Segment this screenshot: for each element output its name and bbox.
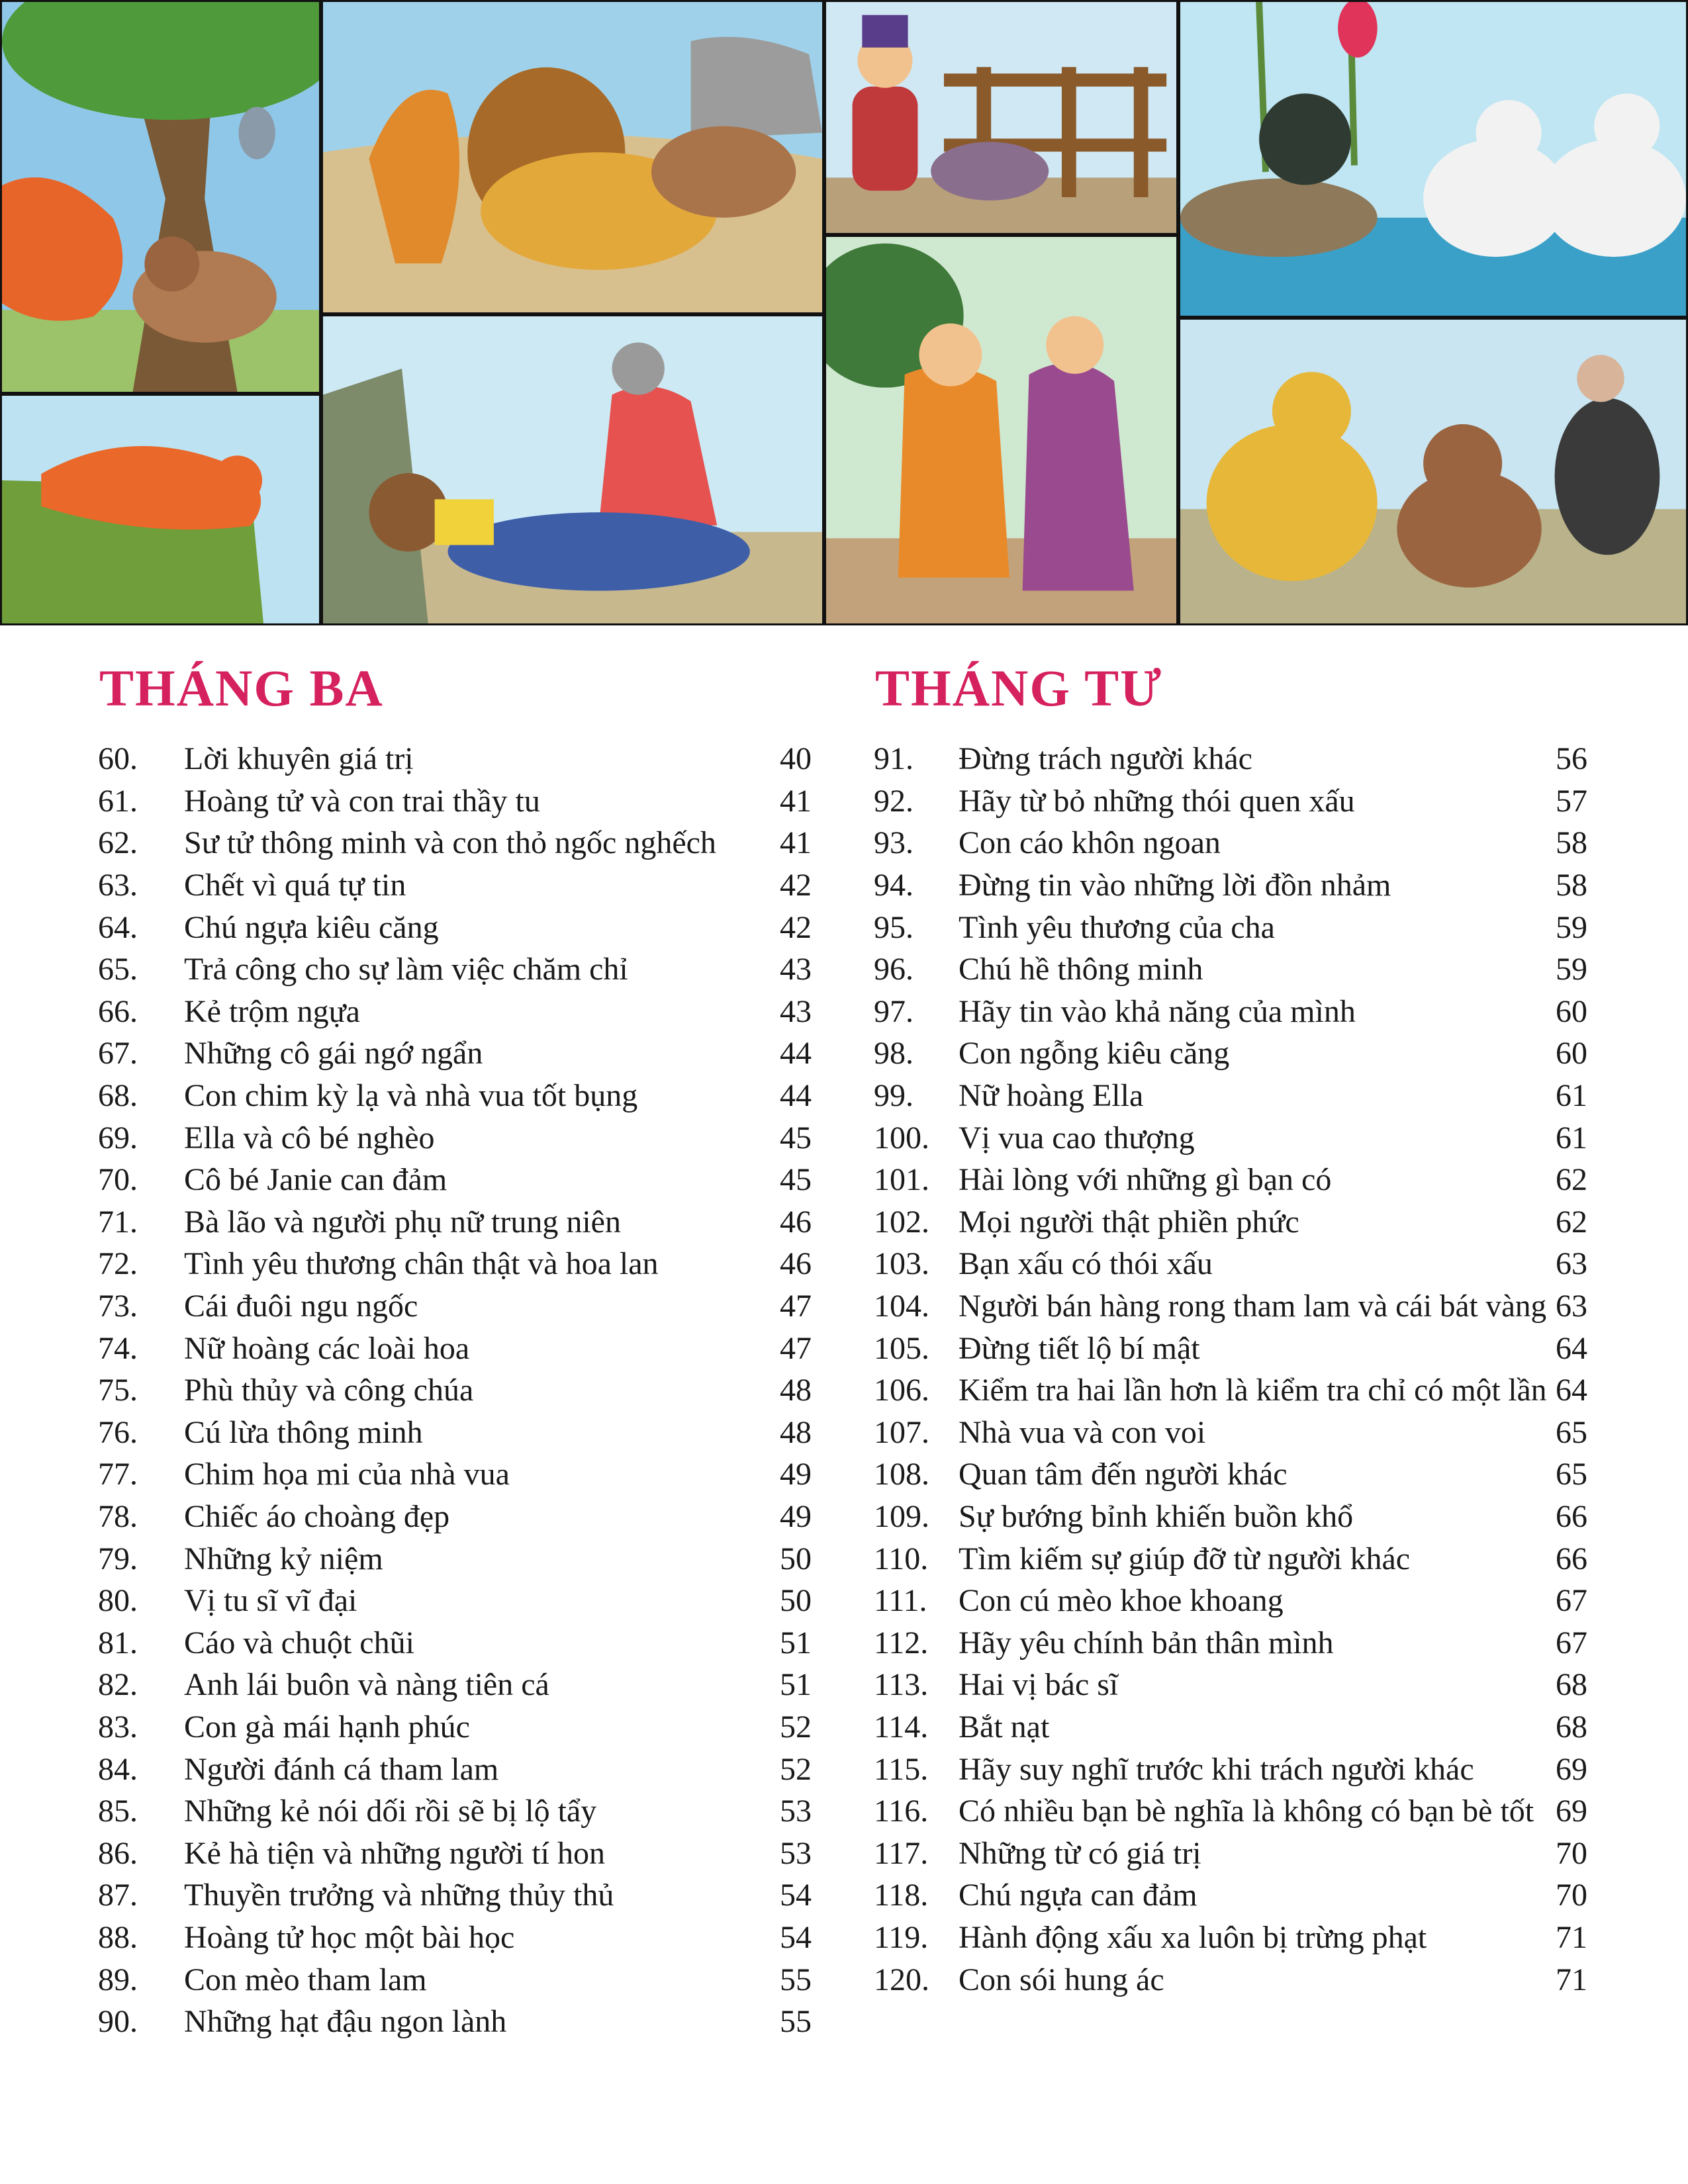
section-heading-march: THÁNG BA xyxy=(99,659,384,717)
entry-title: Những hạt đậu ngon lành xyxy=(184,2004,507,2040)
entry-title: Con cáo khôn ngoan xyxy=(959,825,1221,861)
entry-number: 113. xyxy=(874,1667,929,1703)
entry-number: 87. xyxy=(98,1878,138,1913)
entry-page-number: 44 xyxy=(780,1078,812,1114)
entry-title: Ella và cô bé nghèo xyxy=(184,1120,435,1156)
entry-number: 88. xyxy=(98,1919,138,1955)
entry-title: Tình yêu thương của cha xyxy=(959,909,1275,945)
toc-entry xyxy=(98,738,812,780)
entry-page-number: 62 xyxy=(1556,1162,1587,1198)
entry-number: 112. xyxy=(874,1625,929,1661)
toc-entry xyxy=(874,1369,1587,1412)
entry-number: 80. xyxy=(98,1583,138,1619)
entry-page-number: 68 xyxy=(1556,1709,1587,1745)
entry-title: Đừng trách người khác xyxy=(959,741,1252,777)
entry-title: Con gà mái hạnh phúc xyxy=(184,1709,470,1745)
entry-page-number: 71 xyxy=(1556,1962,1587,1997)
entry-number: 76. xyxy=(98,1414,138,1450)
entry-page-number: 46 xyxy=(780,1204,812,1240)
entry-title: Những cô gái ngớ ngẩn xyxy=(184,1036,483,1071)
entry-number: 61. xyxy=(98,783,138,819)
entry-title: Đừng tiết lộ bí mật xyxy=(959,1330,1200,1366)
toc-entry xyxy=(98,1159,812,1201)
entry-title: Sự bướng bỉnh khiến buồn khổ xyxy=(959,1498,1354,1534)
toc-entry xyxy=(98,822,812,864)
entry-number: 64. xyxy=(98,909,138,945)
entry-page-number: 64 xyxy=(1556,1330,1587,1366)
entry-page-number: 43 xyxy=(780,993,812,1029)
entry-page-number: 62 xyxy=(1556,1204,1587,1240)
entry-number: 100. xyxy=(874,1120,929,1156)
entry-page-number: 56 xyxy=(1556,741,1587,777)
entry-number: 102. xyxy=(874,1204,929,1240)
entry-number: 104. xyxy=(874,1289,929,1324)
entry-page-number: 69 xyxy=(1556,1794,1587,1829)
entry-title: Vị tu sĩ vĩ đại xyxy=(184,1583,357,1619)
entry-title: Những từ có giá trị xyxy=(959,1835,1201,1871)
toc-march xyxy=(98,738,812,2042)
entry-page-number: 52 xyxy=(780,1751,812,1787)
entry-number: 106. xyxy=(874,1373,929,1408)
toc-entry xyxy=(98,1874,812,1917)
entry-page-number: 47 xyxy=(780,1289,812,1324)
entry-number: 69. xyxy=(98,1120,138,1156)
entry-number: 114. xyxy=(874,1709,929,1745)
toc-entry xyxy=(98,1790,812,1833)
toc-entry xyxy=(98,1537,812,1580)
entry-number: 98. xyxy=(874,1036,914,1071)
entry-title: Tình yêu thương chân thật và hoa lan xyxy=(184,1246,659,1282)
entry-page-number: 51 xyxy=(780,1625,812,1661)
entry-title: Mọi người thật phiền phức xyxy=(959,1204,1299,1240)
entry-title: Hoàng tử và con trai thầy tu xyxy=(184,783,540,819)
entry-title: Những kẻ nói dối rồi sẽ bị lộ tẩy xyxy=(184,1794,597,1829)
entry-title: Tìm kiếm sự giúp đỡ từ người khác xyxy=(959,1541,1411,1576)
entry-number: 60. xyxy=(98,741,138,777)
entry-number: 86. xyxy=(98,1835,138,1871)
toc-entry xyxy=(98,2001,812,2043)
entry-title: Bạn xấu có thói xấu xyxy=(959,1246,1213,1282)
toc-entry xyxy=(98,948,812,991)
toc-entry xyxy=(98,1285,812,1328)
entry-number: 103. xyxy=(874,1246,929,1282)
entry-title: Hai vị bác sĩ xyxy=(959,1667,1119,1703)
entry-number: 78. xyxy=(98,1498,138,1534)
entry-page-number: 49 xyxy=(780,1498,812,1534)
toc-entry xyxy=(98,1621,812,1664)
toc-entry xyxy=(874,1496,1587,1538)
toc-entry xyxy=(98,864,812,907)
entry-title: Chết vì quá tự tin xyxy=(184,868,406,903)
entry-number: 108. xyxy=(874,1457,929,1492)
entry-number: 109. xyxy=(874,1498,929,1534)
toc-entry xyxy=(874,1412,1587,1454)
entry-page-number: 54 xyxy=(780,1919,812,1955)
entry-number: 95. xyxy=(874,909,914,945)
entry-title: Những kỷ niệm xyxy=(184,1541,383,1576)
entry-title: Con cú mèo khoe khoang xyxy=(959,1583,1284,1619)
entry-number: 93. xyxy=(874,825,914,861)
illustration-goat-and-bear xyxy=(321,314,824,625)
toc-entry xyxy=(98,1243,812,1285)
entry-page-number: 59 xyxy=(1556,952,1587,987)
entry-number: 77. xyxy=(98,1457,138,1492)
toc-entry xyxy=(874,906,1587,948)
entry-page-number: 58 xyxy=(1556,825,1587,861)
entry-title: Chú ngựa kiêu căng xyxy=(184,909,439,945)
entry-number: 116. xyxy=(874,1794,929,1829)
entry-number: 97. xyxy=(874,993,914,1029)
entry-number: 63. xyxy=(98,868,138,903)
section-heading-april: THÁNG TƯ xyxy=(875,659,1163,717)
entry-title: Hoàng tử học một bài học xyxy=(184,1919,515,1955)
entry-page-number: 41 xyxy=(780,783,812,819)
entry-title: Hãy yêu chính bản thân mình xyxy=(959,1625,1334,1661)
toc-entry xyxy=(874,1285,1587,1328)
entry-page-number: 65 xyxy=(1556,1414,1587,1450)
entry-number: 81. xyxy=(98,1625,138,1661)
entry-page-number: 46 xyxy=(780,1246,812,1282)
entry-page-number: 48 xyxy=(780,1414,812,1450)
entry-title: Vị vua cao thượng xyxy=(959,1120,1195,1156)
toc-entry xyxy=(874,1580,1587,1622)
entry-number: 120. xyxy=(874,1962,929,1997)
toc-entry xyxy=(98,1917,812,1959)
entry-title: Thuyền trưởng và những thủy thủ xyxy=(184,1878,614,1913)
entry-number: 75. xyxy=(98,1373,138,1408)
entry-page-number: 53 xyxy=(780,1794,812,1829)
entry-title: Cáo và chuột chũi xyxy=(184,1625,414,1661)
toc-entry xyxy=(98,1496,812,1538)
entry-page-number: 69 xyxy=(1556,1751,1587,1787)
toc-entry xyxy=(874,1075,1587,1117)
entry-number: 117. xyxy=(874,1835,929,1871)
entry-title: Bắt nạt xyxy=(959,1709,1050,1745)
entry-title: Phù thủy và công chúa xyxy=(184,1373,474,1408)
entry-page-number: 71 xyxy=(1556,1919,1587,1955)
entry-page-number: 50 xyxy=(780,1583,812,1619)
entry-page-number: 53 xyxy=(780,1835,812,1871)
illustration-ducks-on-pond xyxy=(1178,0,1688,318)
toc-entry xyxy=(98,1664,812,1706)
toc-entry xyxy=(874,864,1587,907)
entry-title: Trả công cho sự làm việc chăm chỉ xyxy=(184,952,628,987)
entry-number: 67. xyxy=(98,1036,138,1071)
entry-title: Con mèo tham lam xyxy=(184,1962,427,1997)
entry-page-number: 51 xyxy=(780,1667,812,1703)
entry-title: Người bán hàng rong tham lam và cái bát vàng xyxy=(959,1289,1546,1324)
entry-page-number: 40 xyxy=(780,741,812,777)
toc-april xyxy=(874,738,1587,2001)
entry-title: Anh lái buôn và nàng tiên cá xyxy=(184,1667,549,1703)
entry-page-number: 70 xyxy=(1556,1878,1587,1913)
entry-number: 99. xyxy=(874,1078,914,1114)
toc-entry xyxy=(98,1412,812,1454)
entry-number: 82. xyxy=(98,1667,138,1703)
entry-title: Con ngỗng kiêu căng xyxy=(959,1036,1230,1071)
entry-number: 91. xyxy=(874,741,914,777)
toc-entry xyxy=(874,1032,1587,1075)
entry-number: 79. xyxy=(98,1541,138,1576)
entry-number: 66. xyxy=(98,993,138,1029)
entry-title: Nữ hoàng Ella xyxy=(959,1078,1144,1114)
entry-title: Cái đuôi ngu ngốc xyxy=(184,1289,418,1324)
toc-entry xyxy=(874,1664,1587,1706)
entry-number: 73. xyxy=(98,1289,138,1324)
entry-title: Nhà vua và con voi xyxy=(959,1414,1206,1450)
entry-number: 107. xyxy=(874,1414,929,1450)
entry-title: Bà lão và người phụ nữ trung niên xyxy=(184,1204,621,1240)
entry-page-number: 43 xyxy=(780,952,812,987)
entry-page-number: 48 xyxy=(780,1373,812,1408)
entry-page-number: 66 xyxy=(1556,1541,1587,1576)
entry-page-number: 68 xyxy=(1556,1667,1587,1703)
entry-page-number: 58 xyxy=(1556,868,1587,903)
illustration-man-and-woman xyxy=(824,235,1178,625)
entry-title: Người đánh cá tham lam xyxy=(184,1751,499,1787)
entry-number: 110. xyxy=(874,1541,929,1576)
toc-entry xyxy=(98,906,812,948)
entry-page-number: 67 xyxy=(1556,1625,1587,1661)
entry-title: Chú ngựa can đảm xyxy=(959,1878,1197,1913)
entry-page-number: 61 xyxy=(1556,1078,1587,1114)
entry-page-number: 70 xyxy=(1556,1835,1587,1871)
entry-page-number: 57 xyxy=(1556,783,1587,819)
illustration-fox-and-dog xyxy=(0,0,321,394)
entry-page-number: 54 xyxy=(780,1878,812,1913)
entry-title: Đừng tin vào những lời đồn nhảm xyxy=(959,868,1391,903)
entry-title: Sư tử thông minh và con thỏ ngốc nghếch xyxy=(184,825,716,861)
toc-entry xyxy=(874,1874,1587,1917)
entry-title: Chim họa mi của nhà vua xyxy=(184,1457,510,1492)
entry-title: Chú hề thông minh xyxy=(959,952,1203,987)
entry-number: 90. xyxy=(98,2004,138,2040)
toc-entry xyxy=(98,1032,812,1075)
entry-title: Hãy tin vào khả năng của mình xyxy=(959,993,1356,1029)
entry-title: Con chim kỳ lạ và nhà vua tốt bụng xyxy=(184,1078,638,1114)
entry-page-number: 42 xyxy=(780,909,812,945)
entry-number: 70. xyxy=(98,1162,138,1198)
entry-page-number: 44 xyxy=(780,1036,812,1071)
entry-number: 92. xyxy=(874,783,914,819)
entry-page-number: 61 xyxy=(1556,1120,1587,1156)
entry-page-number: 42 xyxy=(780,868,812,903)
toc-entry xyxy=(98,1453,812,1496)
entry-page-number: 47 xyxy=(780,1330,812,1366)
toc-entry xyxy=(874,1706,1587,1749)
entry-number: 119. xyxy=(874,1919,929,1955)
toc-entry xyxy=(98,991,812,1033)
toc-entry xyxy=(874,1116,1587,1159)
entry-number: 101. xyxy=(874,1162,929,1198)
toc-entry xyxy=(874,1832,1587,1874)
entry-title: Kẻ hà tiện và những người tí hon xyxy=(184,1835,605,1871)
toc-entry xyxy=(874,1159,1587,1201)
toc-entry xyxy=(874,1243,1587,1285)
toc-entry xyxy=(874,948,1587,991)
toc-entry xyxy=(874,1790,1587,1833)
entry-title: Quan tâm đến người khác xyxy=(959,1457,1288,1492)
entry-page-number: 63 xyxy=(1556,1289,1587,1324)
toc-entry xyxy=(874,1621,1587,1664)
entry-title: Hành động xấu xa luôn bị trừng phạt xyxy=(959,1919,1427,1955)
entry-page-number: 55 xyxy=(780,1962,812,1997)
entry-title: Kẻ trộm ngựa xyxy=(184,993,360,1029)
toc-entry xyxy=(98,1580,812,1622)
toc-entry xyxy=(98,1327,812,1369)
toc-entry xyxy=(98,1748,812,1790)
entry-number: 96. xyxy=(874,952,914,987)
entry-title: Hãy suy nghĩ trước khi trách người khác xyxy=(959,1751,1474,1787)
entry-page-number: 59 xyxy=(1556,909,1587,945)
entry-number: 71. xyxy=(98,1204,138,1240)
entry-title: Hài lòng với những gì bạn có xyxy=(959,1162,1332,1198)
entry-page-number: 60 xyxy=(1556,1036,1587,1071)
entry-title: Cô bé Janie can đảm xyxy=(184,1162,447,1198)
entry-page-number: 63 xyxy=(1556,1246,1587,1282)
entry-number: 115. xyxy=(874,1751,929,1787)
entry-page-number: 67 xyxy=(1556,1583,1587,1619)
toc-entry xyxy=(98,780,812,823)
entry-number: 74. xyxy=(98,1330,138,1366)
toc-entry xyxy=(874,1958,1587,2001)
entry-number: 65. xyxy=(98,952,138,987)
entry-page-number: 50 xyxy=(780,1541,812,1576)
entry-title: Con sói hung ác xyxy=(959,1962,1164,1997)
entry-title: Chiếc áo choàng đẹp xyxy=(184,1498,450,1534)
entry-page-number: 52 xyxy=(780,1709,812,1745)
entry-page-number: 66 xyxy=(1556,1498,1587,1534)
toc-entry xyxy=(874,1748,1587,1790)
entry-title: Có nhiều bạn bè nghĩa là không có bạn bè tốt xyxy=(959,1794,1534,1829)
entry-page-number: 55 xyxy=(780,2004,812,2040)
toc-entry xyxy=(874,1917,1587,1959)
entry-number: 85. xyxy=(98,1794,138,1829)
entry-page-number: 65 xyxy=(1556,1457,1587,1492)
entry-page-number: 60 xyxy=(1556,993,1587,1029)
entry-number: 84. xyxy=(98,1751,138,1787)
toc-entry xyxy=(874,822,1587,864)
entry-title: Cú lừa thông minh xyxy=(184,1414,423,1450)
entry-page-number: 45 xyxy=(780,1120,812,1156)
toc-entry xyxy=(98,1706,812,1749)
entry-page-number: 45 xyxy=(780,1162,812,1198)
toc-entry xyxy=(874,1453,1587,1496)
entry-number: 94. xyxy=(874,868,914,903)
illustration-boy-and-dog xyxy=(824,0,1178,235)
illustration-leopard-and-boar xyxy=(1178,318,1688,625)
toc-entry xyxy=(98,1832,812,1874)
illustration-fox-on-cliff xyxy=(0,394,321,625)
entry-number: 89. xyxy=(98,1962,138,1997)
toc-entry xyxy=(874,1537,1587,1580)
toc-entry xyxy=(98,1201,812,1244)
toc-entry xyxy=(98,1958,812,2001)
entry-number: 83. xyxy=(98,1709,138,1745)
entry-number: 72. xyxy=(98,1246,138,1282)
entry-title: Lời khuyên giá trị xyxy=(184,741,414,777)
entry-number: 111. xyxy=(874,1583,927,1619)
entry-page-number: 41 xyxy=(780,825,812,861)
entry-page-number: 49 xyxy=(780,1457,812,1492)
toc-entry xyxy=(98,1075,812,1117)
toc-entry xyxy=(874,1201,1587,1244)
toc-entry xyxy=(874,780,1587,823)
entry-title: Kiểm tra hai lần hơn là kiểm tra chỉ có một lần xyxy=(959,1373,1546,1408)
entry-title: Nữ hoàng các loài hoa xyxy=(184,1330,470,1366)
entry-page-number: 64 xyxy=(1556,1373,1587,1408)
entry-title: Hãy từ bỏ những thói quen xấu xyxy=(959,783,1355,819)
toc-entry xyxy=(874,738,1587,780)
entry-number: 62. xyxy=(98,825,138,861)
entry-number: 118. xyxy=(874,1878,929,1913)
entry-number: 105. xyxy=(874,1330,929,1366)
toc-entry xyxy=(98,1369,812,1412)
toc-entry xyxy=(98,1116,812,1159)
toc-entry xyxy=(874,1327,1587,1369)
illustration-lion-and-fox xyxy=(321,0,824,314)
entry-number: 68. xyxy=(98,1078,138,1114)
toc-entry xyxy=(874,991,1587,1033)
